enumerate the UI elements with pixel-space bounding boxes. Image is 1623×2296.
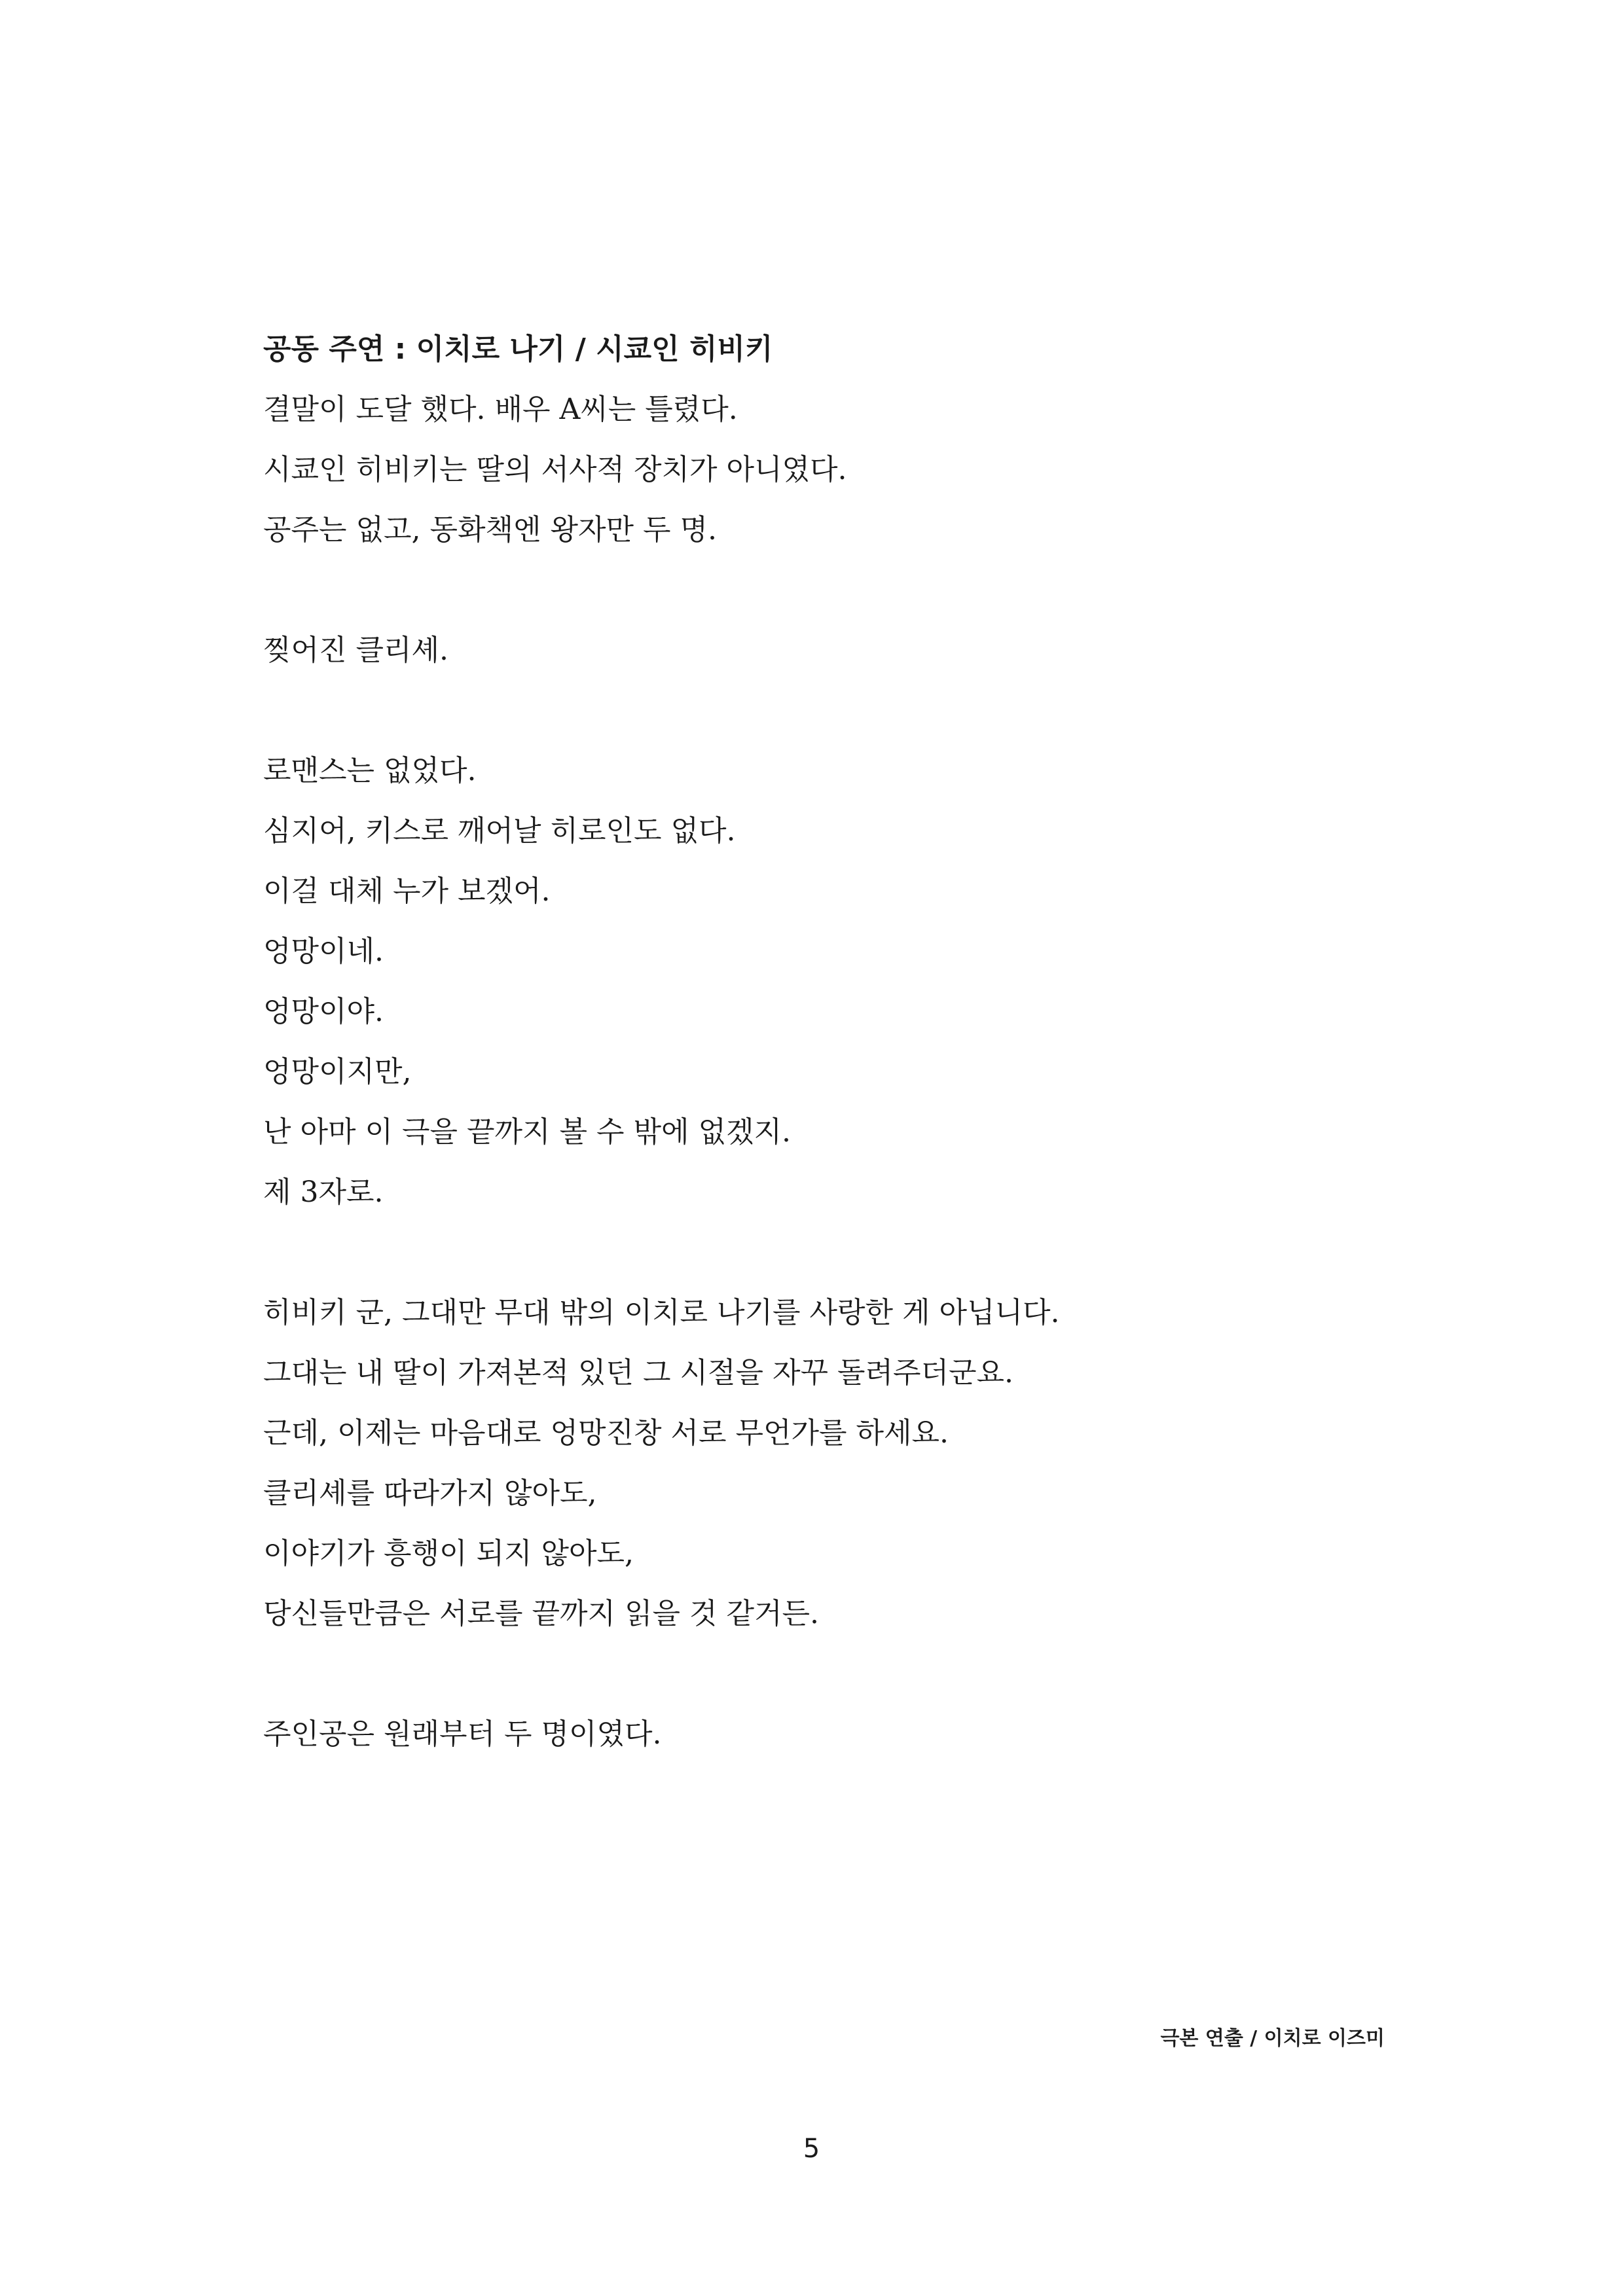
- text-line: 공주는 없고, 동화책엔 왕자만 두 명.: [263, 513, 717, 547]
- cast-heading: 공동 주연 : 이치로 나기 / 시쿄인 히비키: [263, 332, 773, 366]
- text-line: 근데, 이제는 마음대로 엉망진창 서로 무언가를 하세요.: [263, 1416, 949, 1450]
- page-number: 5: [803, 2134, 820, 2164]
- text-line: 제 3자로.: [263, 1175, 384, 1209]
- text-line: 그대는 내 딸이 가져본적 있던 그 시절을 자꾸 돌려주더군요.: [263, 1356, 1013, 1390]
- script-body: [263, 319, 1376, 1765]
- stanza-break: [263, 1223, 1376, 1283]
- author-signature: 극본 연출 / 이치로 이즈미: [1160, 2027, 1385, 2050]
- stanza-break: [263, 681, 1376, 741]
- text-line: 시쿄인 히비키는 딸의 서사적 장치가 아니였다.: [263, 453, 847, 486]
- text-line: 주인공은 원래부터 두 명이였다.: [263, 1717, 662, 1751]
- text-line: 이걸 대체 누가 보겠어.: [263, 874, 551, 908]
- text-line: 심지어, 키스로 깨어날 히로인도 없다.: [263, 814, 736, 848]
- text-line: 로맨스는 없었다.: [263, 754, 477, 787]
- text-line: 히비키 군, 그대만 무대 밖의 이치로 나기를 사랑한 게 아닙니다.: [263, 1296, 1060, 1329]
- text-line: 난 아마 이 극을 끝까지 볼 수 밖에 없겠지.: [263, 1115, 791, 1149]
- text-line: 결말이 도달 했다. 배우 A씨는 틀렸다.: [263, 393, 738, 426]
- text-line: 엉망이야.: [263, 995, 384, 1028]
- stanza-break: [263, 560, 1376, 620]
- stanza-break: [263, 1644, 1376, 1704]
- text-line: 당신들만큼은 서로를 끝까지 읽을 것 같거든.: [263, 1597, 819, 1630]
- text-line: 엉망이지만,: [263, 1055, 412, 1088]
- text-line: 엉망이네.: [263, 935, 384, 968]
- text-line: 찢어진 클리셰.: [263, 634, 448, 667]
- text-line: 클리셰를 따라가지 않아도,: [263, 1477, 597, 1510]
- text-line: 이야기가 흥행이 되지 않아도,: [263, 1537, 634, 1570]
